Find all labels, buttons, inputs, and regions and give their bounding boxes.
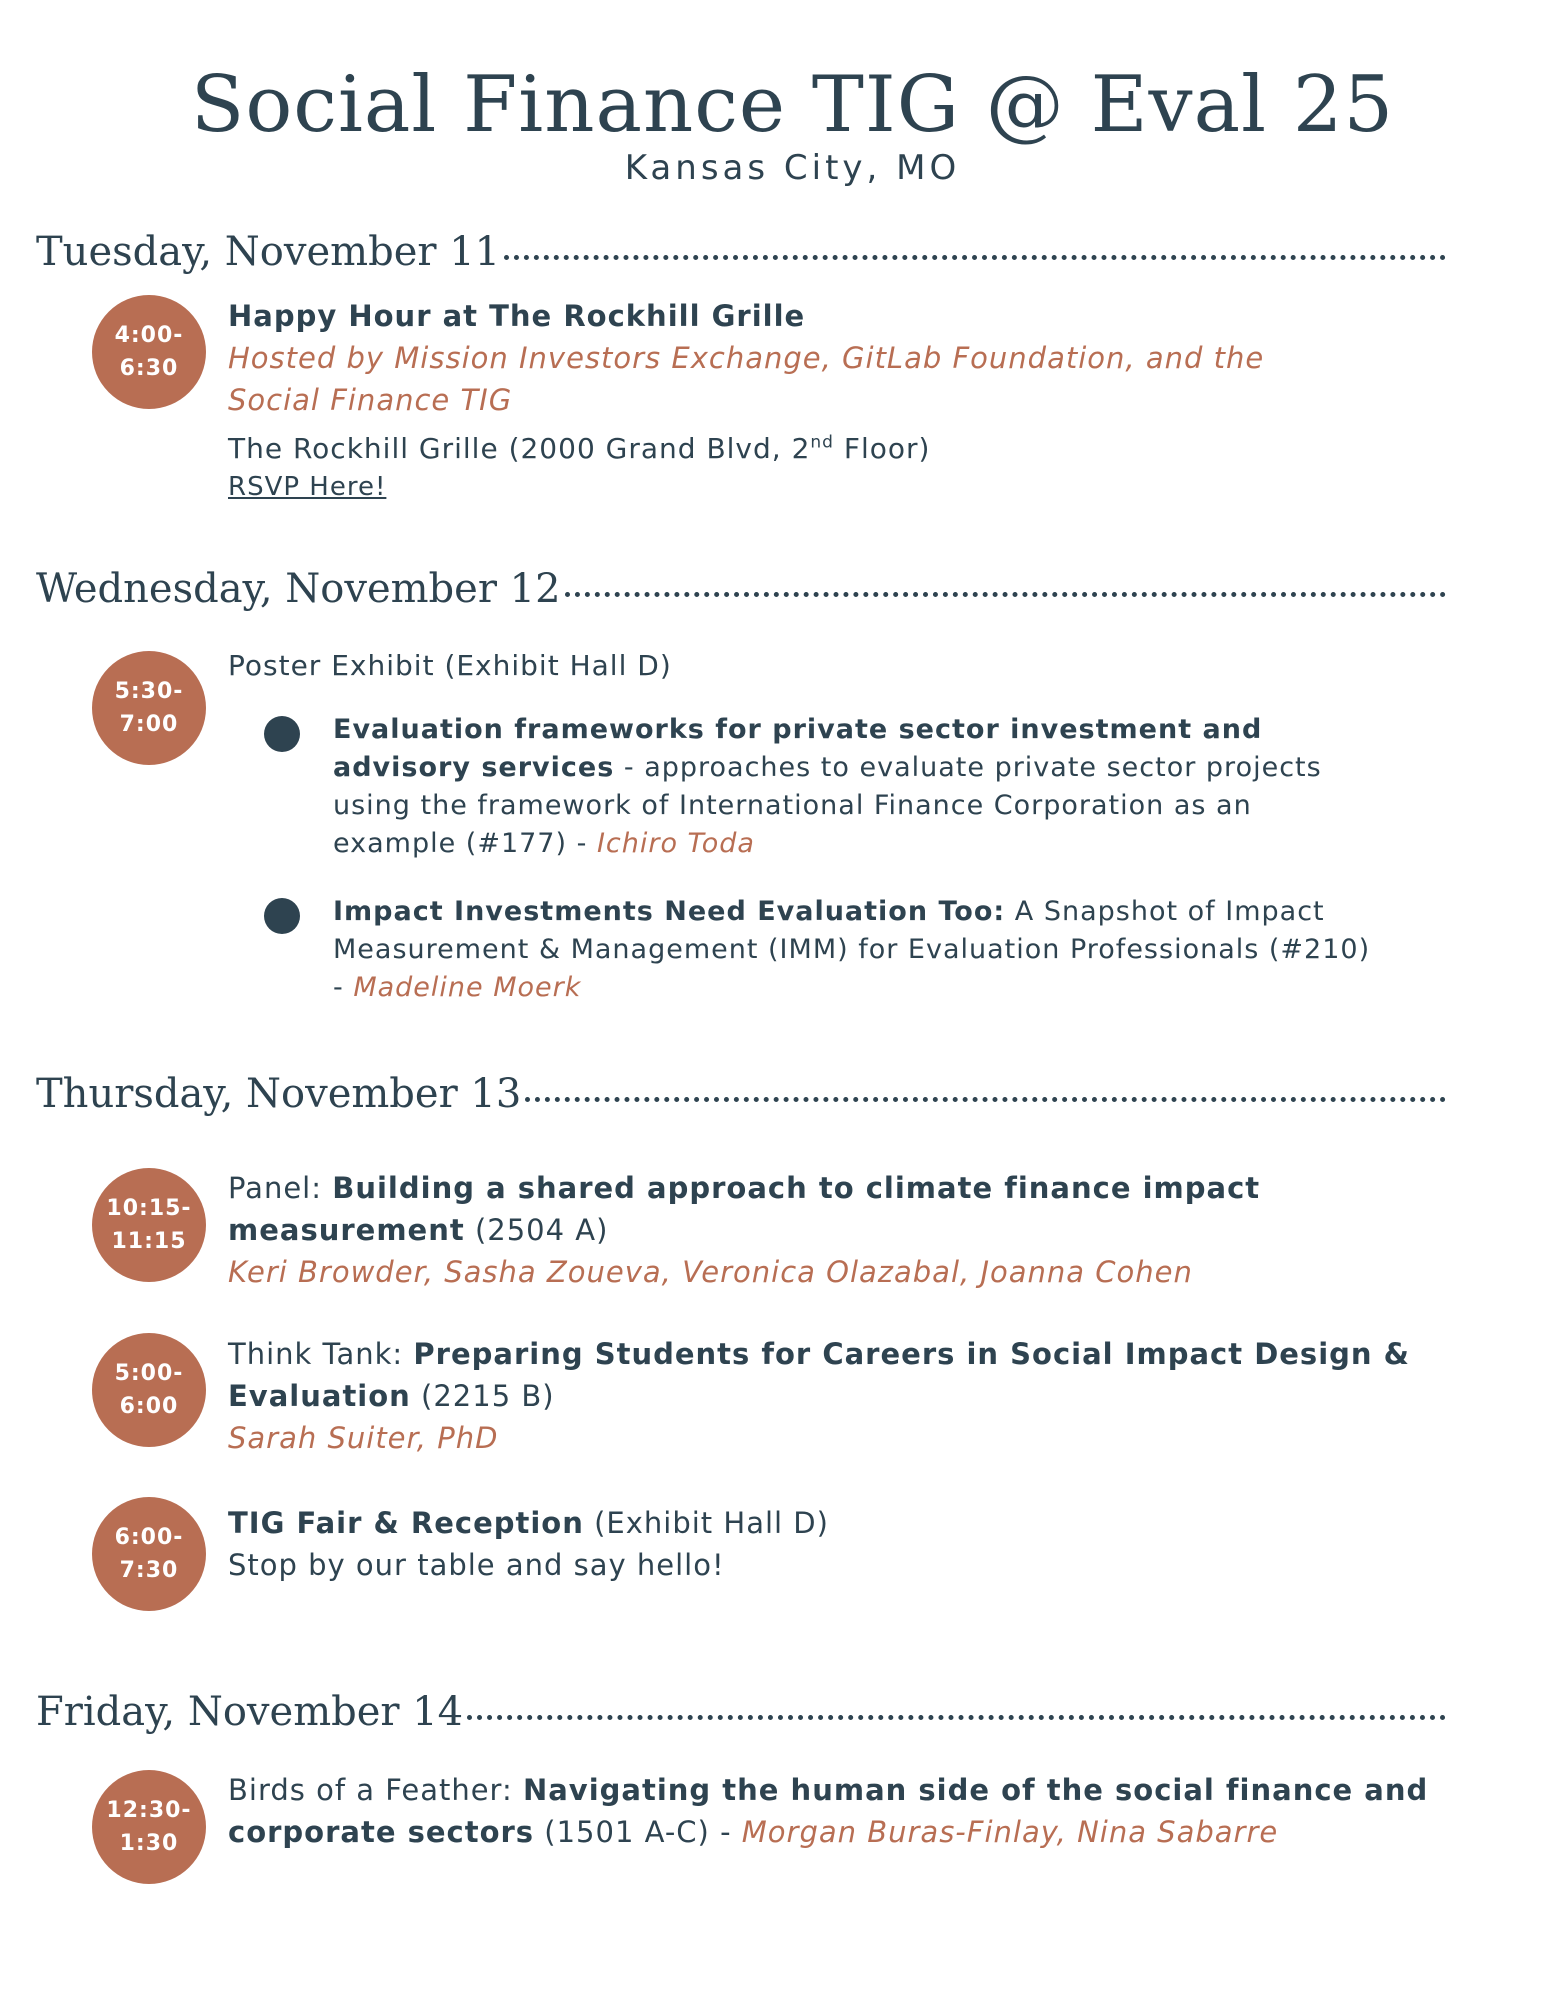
event-title: Panel: Building a shared approach to climate finance impact measurement (2504 A): [228, 1171, 1261, 1247]
time-end: 6:30: [119, 356, 179, 381]
day-heading-thursday: [36, 1068, 1446, 1120]
time-badge: [92, 1497, 206, 1611]
bullet-icon: [264, 898, 300, 934]
event-presenters: Keri Browder, Sasha Zoueva, Veronica Olazabal, Joanna Cohen: [228, 1255, 1193, 1289]
time-end: 7:30: [119, 1558, 179, 1583]
time-end: 7:00: [119, 712, 179, 737]
time-end: 1:30: [119, 1831, 179, 1856]
dotted-divider: [565, 592, 1446, 597]
day-heading-wednesday: [36, 563, 1446, 615]
event-host-line-1: Hosted by Mission Investors Exchange, GitLab Foundation, and the: [228, 341, 1265, 375]
time-start: 5:30-: [114, 679, 184, 704]
dotted-divider: [525, 1097, 1446, 1102]
event-think-tank: [228, 1333, 1458, 1459]
bullet-icon: [264, 716, 300, 752]
event-birds-of-a-feather: [228, 1769, 1458, 1853]
event-title: Poster Exhibit (Exhibit Hall D): [228, 649, 672, 682]
day-label: Wednesday, November 12: [36, 566, 561, 612]
rsvp-link[interactable]: RSVP Here!: [228, 472, 387, 502]
dotted-divider: [504, 255, 1446, 260]
event-title: Birds of a Feather: Navigating the human side of the social finance and corporate sectors (1501 A-C) - Morgan Buras-Finlay, Nina Sabarre: [228, 1773, 1429, 1849]
event-title: Think Tank: Preparing Students for Careers in Social Impact Design & Evaluation (2215 B): [228, 1337, 1410, 1413]
day-heading-tuesday: [36, 226, 1446, 278]
page-title: Social Finance TIG @ Eval 25: [190, 60, 1395, 150]
time-end: 6:00: [119, 1394, 179, 1419]
day-label: Tuesday, November 11: [36, 229, 501, 275]
day-label: Thursday, November 13: [36, 1071, 522, 1117]
time-badge: [92, 1770, 206, 1884]
dotted-divider: [467, 1715, 1446, 1720]
event-tig-fair: [228, 1502, 1458, 1586]
event-poster-exhibit: [228, 646, 1458, 686]
time-badge: [92, 651, 206, 765]
day-label: Friday, November 14: [36, 1689, 464, 1735]
time-start: 6:00-: [114, 1525, 184, 1550]
event-panel: [228, 1167, 1458, 1293]
time-start: 12:30-: [106, 1798, 192, 1823]
day-heading-friday: [36, 1686, 1446, 1738]
time-start: 10:15-: [106, 1196, 192, 1221]
event-location: The Rockhill Grille (2000 Grand Blvd, 2nd Floor): [228, 432, 931, 465]
time-start: 5:00-: [114, 1361, 184, 1386]
time-badge: [92, 1333, 206, 1447]
page-subtitle: Kansas City, MO: [624, 148, 961, 188]
time-badge: [92, 1168, 206, 1282]
event-presenters: Sarah Suiter, PhD: [228, 1421, 499, 1455]
time-badge: [92, 295, 206, 409]
event-note: Stop by our table and say hello!: [228, 1548, 725, 1582]
poster-item: Evaluation frameworks for private sector investment and advisory services - approaches to evaluate private sector projects using the framework of International Finance Corporation as an example (#177) - Ichiro Toda: [333, 714, 1322, 859]
event-host-line-2: Social Finance TIG: [228, 383, 513, 417]
time-start: 4:00-: [114, 323, 184, 348]
time-end: 11:15: [111, 1229, 187, 1254]
event-title: TIG Fair & Reception (Exhibit Hall D): [228, 1506, 829, 1540]
event-title: Happy Hour at The Rockhill Grille: [228, 299, 806, 333]
event-happy-hour: [228, 295, 1458, 505]
poster-item: Impact Investments Need Evaluation Too: A Snapshot of Impact Measurement & Management (IMM) for Evaluation Professionals (#210) - Madeline Moerk: [333, 896, 1371, 1003]
